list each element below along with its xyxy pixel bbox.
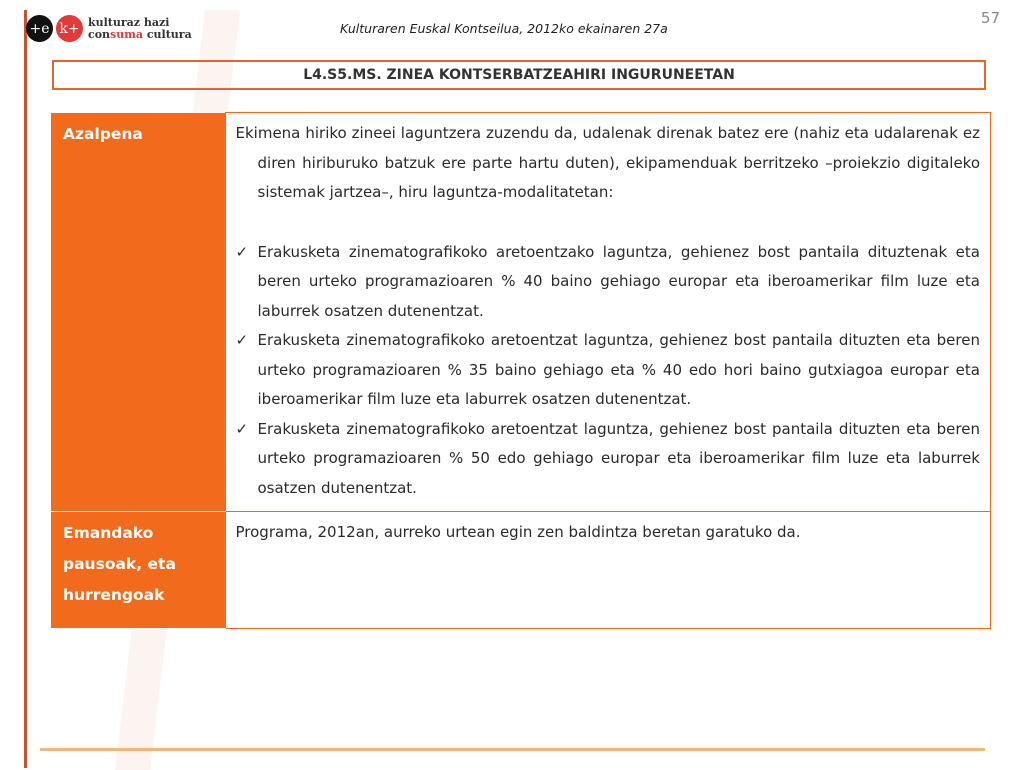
header-subtitle: Kulturaren Euskal Kontseilua, 2012ko ekainaren 27a — [340, 21, 668, 36]
logo — [26, 15, 192, 42]
logo-line-1: kulturaz hazi — [88, 15, 170, 29]
logo-text — [88, 17, 192, 41]
check-icon: ✓ — [235, 419, 249, 438]
row-content — [225, 113, 991, 512]
list-item: ✓ Erakusketa zinematografikoko aretoentzat laguntza, gehienez bost pantaila dituzten eta beren urteko programazioaren % 50 edo gehiago europar eta iberoamerikar film luze eta laburrek osatzen dutenentzat. — [236, 415, 981, 504]
list-item: ✓ Erakusketa zinematografikoko aretoentzako laguntza, gehienez bost pantaila dituztenak eta beren urteko programazioaren % 40 baino gehiago europar eta iberoamerikar film luze eta laburrek osatzen dutenentzat. — [236, 238, 981, 327]
bottom-rule — [40, 748, 985, 751]
content-table — [51, 112, 991, 629]
intro-paragraph: Ekimena hiriko zineei laguntzera zuzendu da, udalenak direnak batez ere (nahiz eta udalarenak ez diren hiriburuko batzuk ere parte hartu duten), ekipamenduak berritzeko –proiekzio digitaleko sistemak jartzea–, hiru laguntza-modalitatetan: — [235, 124, 980, 201]
list-item: ✓ Erakusketa zinematografikoko aretoentzat laguntza, gehienez bost pantaila dituzten eta beren urteko programazioaren % 35 baino gehiago eta % 40 edo hori baino gutxiagoa europar eta iberoamerikar film luze eta laburrek osatzen dutenentzat. — [236, 326, 981, 415]
check-icon: ✓ — [235, 242, 249, 261]
row-text: Programa, 2012an, aurreko urtean egin zen baldintza beretan garatuko da. — [235, 523, 801, 541]
page-title: L4.S5.MS. ZINEA KONTSERBATZEAHIRI INGURUNEETAN — [52, 60, 986, 90]
page-number: 57 — [980, 9, 1000, 27]
table-row — [51, 113, 991, 512]
check-icon: ✓ — [235, 331, 249, 349]
row-content — [225, 512, 991, 629]
table-row — [51, 512, 991, 629]
row-label: Azalpena — [51, 113, 225, 512]
logo-line-2: consuma cultura — [88, 27, 192, 41]
row-label: Emandako pausoak, eta hurrengoak — [51, 512, 225, 629]
logo-badge-k-plus: k+ — [56, 15, 83, 42]
logo-badge-plus-e: +e — [26, 15, 53, 42]
left-accent-rule — [24, 10, 27, 768]
